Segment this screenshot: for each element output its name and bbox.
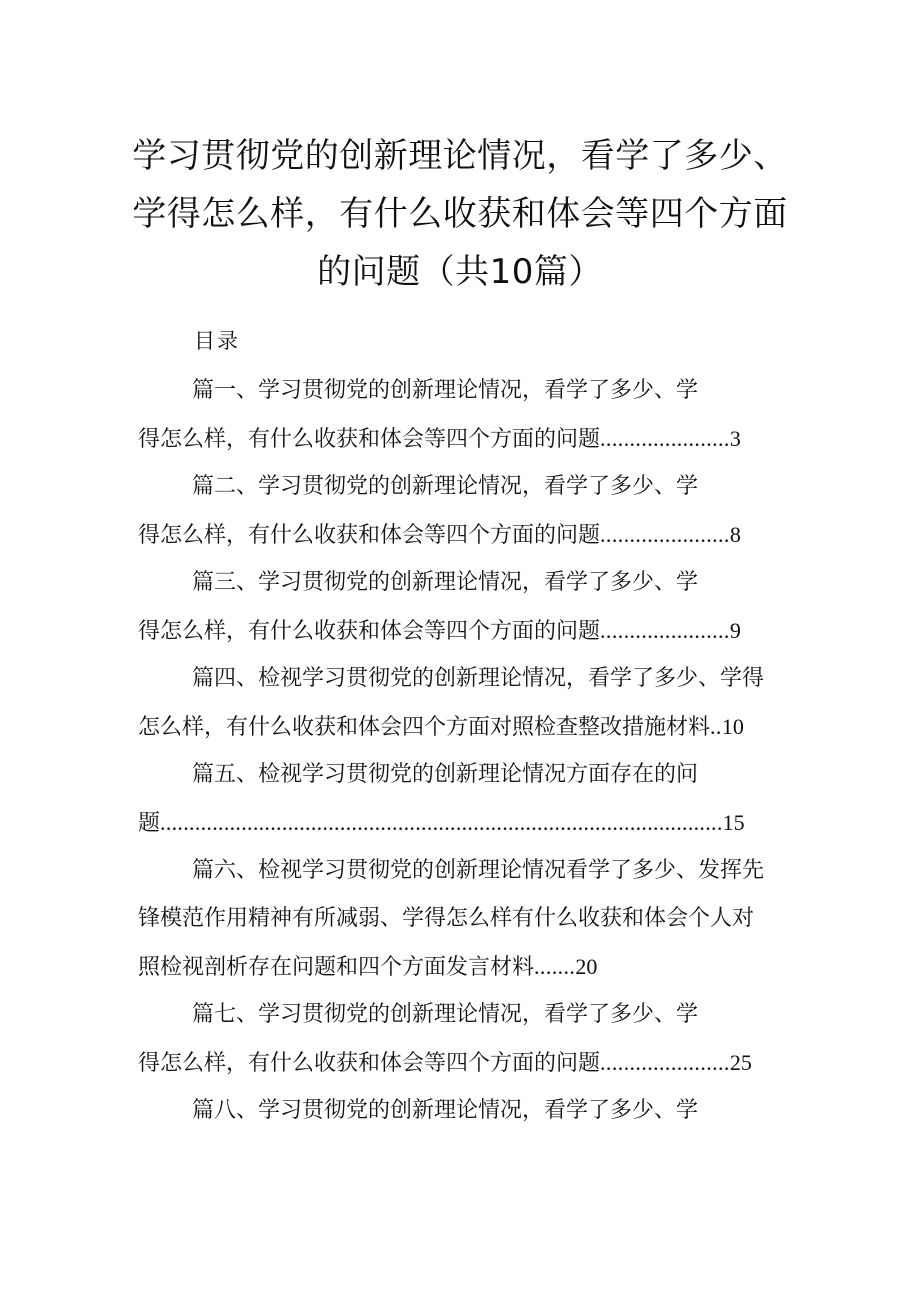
document-title-line-2: 学得怎么样，有什么收获和体会等四个方面 bbox=[132, 194, 788, 234]
toc-entry-2-line-1: 篇二、学习贯彻党的创新理论情况，看学了多少、学 bbox=[192, 474, 699, 499]
toc-entry-4-text: 怎么样，有什么收获和体会四个方面对照检查整改措施材料 bbox=[138, 715, 711, 740]
toc-entry-5-line-2 bbox=[138, 808, 745, 839]
toc-entry-8-line-1: 篇八、学习贯彻党的创新理论情况，看学了多少、学 bbox=[192, 1098, 699, 1123]
toc-entry-3-line-2 bbox=[138, 616, 741, 647]
toc-entry-1-leader: ...................... bbox=[600, 426, 730, 451]
toc-entry-1-line-2 bbox=[138, 424, 741, 455]
toc-entry-6-leader: ....... bbox=[534, 954, 576, 979]
toc-entry-3-text: 得怎么样，有什么收获和体会等四个方面的问题 bbox=[138, 619, 601, 644]
document-title-line-3: 的问题（共10篇） bbox=[317, 252, 603, 292]
toc-entry-6-text: 照检视剖析存在问题和四个方面发言材料 bbox=[138, 955, 535, 980]
toc-entry-1-text: 得怎么样，有什么收获和体会等四个方面的问题 bbox=[138, 427, 601, 452]
toc-entry-2-line-2 bbox=[138, 520, 741, 551]
toc-entry-4-leader: .. bbox=[710, 714, 722, 739]
toc-entry-3-leader: ...................... bbox=[600, 618, 730, 643]
toc-entry-5-page: 15 bbox=[722, 810, 745, 835]
toc-entry-7-line-2 bbox=[138, 1048, 752, 1079]
toc-entry-7-text: 得怎么样，有什么收获和体会等四个方面的问题 bbox=[138, 1051, 601, 1076]
toc-entry-1-line-1: 篇一、学习贯彻党的创新理论情况，看学了多少、学 bbox=[192, 378, 699, 403]
toc-heading: 目录 bbox=[194, 329, 240, 353]
document-title-line-1: 学习贯彻党的创新理论情况，看学了多少、 bbox=[132, 136, 788, 176]
toc-entry-6-page: 20 bbox=[575, 954, 598, 979]
toc-entry-6-line-2: 锋模范作用精神有所减弱、学得怎么样有什么收获和体会个人对 bbox=[138, 906, 755, 931]
toc-entry-6-line-1: 篇六、检视学习贯彻党的创新理论情况看学了多少、发挥先 bbox=[192, 858, 765, 883]
toc-entry-2-text: 得怎么样，有什么收获和体会等四个方面的问题 bbox=[138, 523, 601, 548]
toc-entry-5-text: 题 bbox=[138, 811, 161, 836]
toc-entry-4-line-1: 篇四、检视学习贯彻党的创新理论情况，看学了多少、学得 bbox=[192, 666, 765, 691]
toc-entry-6-line-3 bbox=[138, 952, 597, 983]
toc-entry-2-leader: ...................... bbox=[600, 522, 730, 547]
toc-entry-3-page: 9 bbox=[729, 618, 741, 643]
toc-entry-7-leader: ...................... bbox=[600, 1050, 730, 1075]
toc-entry-5-leader: ................................................................................................. bbox=[160, 810, 723, 835]
toc-entry-1-page: 3 bbox=[729, 426, 741, 451]
toc-entry-3-line-1: 篇三、学习贯彻党的创新理论情况，看学了多少、学 bbox=[192, 570, 699, 595]
toc-entry-4-page: 10 bbox=[721, 714, 744, 739]
toc-entry-4-line-2 bbox=[138, 712, 744, 743]
toc-entry-2-page: 8 bbox=[729, 522, 741, 547]
toc-entry-7-line-1: 篇七、学习贯彻党的创新理论情况，看学了多少、学 bbox=[192, 1002, 699, 1027]
toc-entry-5-line-1: 篇五、检视学习贯彻党的创新理论情况方面存在的问 bbox=[192, 762, 699, 787]
toc-entry-7-page: 25 bbox=[729, 1050, 752, 1075]
